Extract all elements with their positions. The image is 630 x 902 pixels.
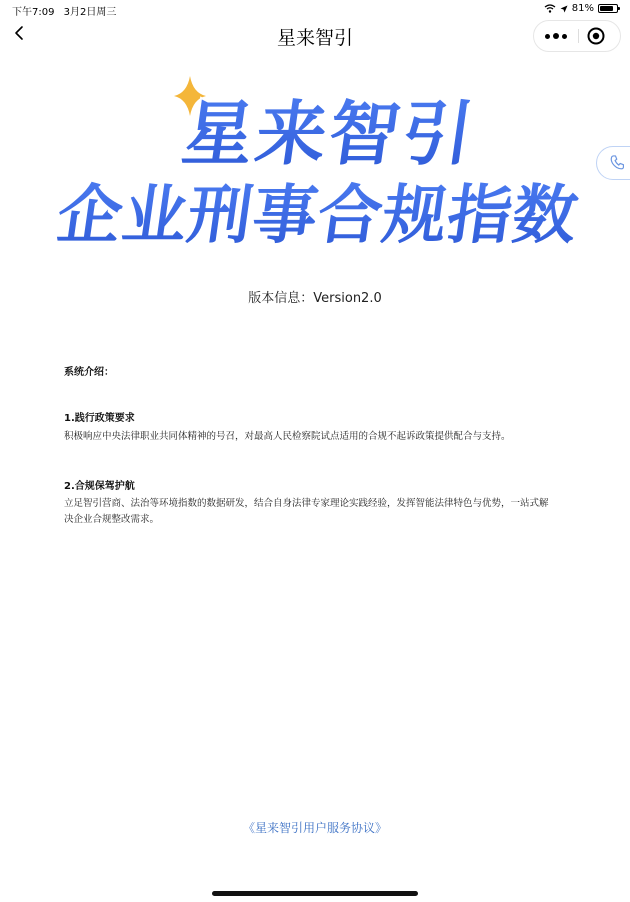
target-circle-icon[interactable]: [586, 26, 606, 46]
hero-banner: [0, 66, 630, 256]
page-title: 星来智引: [276, 27, 353, 49]
user-agreement-link[interactable]: 《星来智引用户服务协议》: [242, 821, 387, 835]
nav-bar: [0, 18, 630, 54]
section-body: [64, 429, 574, 445]
battery-icon: [598, 4, 618, 13]
intro-label: 系统介绍：: [64, 367, 114, 378]
version-info: 版本信息：Version2.0: [248, 291, 382, 306]
mini-program-capsule: [533, 20, 621, 52]
section-title: 2.合规保驾护航: [64, 481, 135, 492]
more-dots-icon[interactable]: [534, 21, 578, 51]
phone-icon: [608, 153, 628, 173]
section-body-line: 立足智引营商、法治等环境指数的数据研发，结合自身法律专家理论实践经验，发挥智能法律特色与优势，一站式解: [64, 498, 549, 509]
home-indicator: [212, 891, 418, 896]
hero-line-2: 企业刑事合规指数: [52, 178, 584, 253]
section-body-line: 决企业合规整改需求。: [64, 514, 160, 525]
status-indicators: [544, 3, 618, 14]
contact-phone-button[interactable]: [596, 146, 630, 180]
hero-line-1: 星来智引: [177, 93, 482, 175]
section-title: 1.践行政策要求: [64, 413, 135, 424]
status-time: 下午7:09: [12, 7, 55, 18]
status-bar: [0, 0, 630, 18]
capsule-divider: [578, 29, 579, 43]
status-time-date: [12, 3, 116, 18]
section-body: [64, 496, 574, 528]
status-date: 3月2日周三: [63, 7, 117, 18]
battery-percent: 81%: [571, 3, 594, 14]
section-body-line: 积极响应中央法律职业共同体精神的号召，对最高人民检察院试点适用的合规不起诉政策提供配合与支持。: [64, 431, 511, 442]
location-arrow-icon: [560, 5, 568, 13]
wifi-icon: [544, 4, 556, 13]
